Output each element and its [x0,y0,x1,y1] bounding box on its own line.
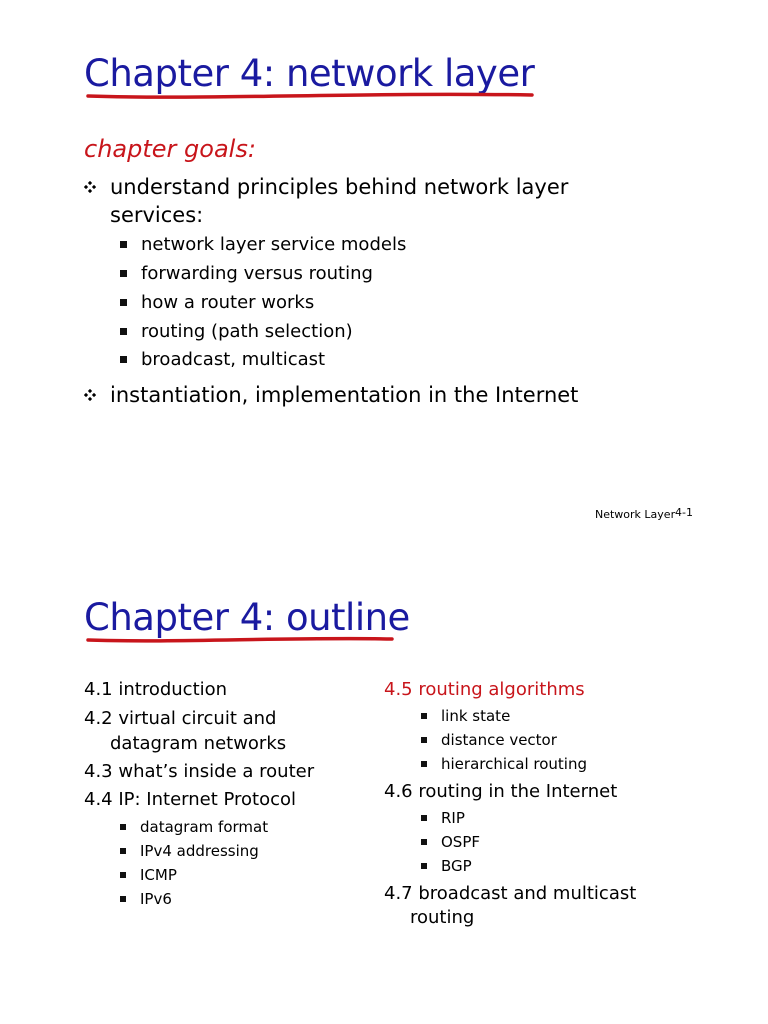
sub-item-text: network layer service models [141,234,407,255]
square-bullet-icon [421,815,427,821]
square-bullet-icon [421,737,427,743]
outline-sub-text: RIP [441,809,465,827]
sub-item-text: broadcast, multicast [141,349,326,370]
outline-sub-text: link state [441,707,511,725]
slide2-title: Chapter 4: outline [84,596,410,639]
outline-4-2-continued: datagram networks [110,733,287,754]
outline-sub-text: ICMP [140,866,177,884]
footer-label: Network Layer [595,508,676,521]
diamond-bullet-icon [84,389,96,401]
outline-4-7: 4.7 broadcast and multicast [384,883,637,904]
outline-4-1: 4.1 introduction [84,679,228,700]
footer-page-number: 4-1 [675,506,693,519]
square-bullet-icon [120,848,126,854]
outline-sub-text: IPv4 addressing [140,842,259,860]
square-bullet-icon [120,328,127,335]
outline-4-6: 4.6 routing in the Internet [384,781,618,802]
sub-item-text: how a router works [141,292,315,313]
goal-text: understand principles behind network layer [110,175,569,199]
title-underline [86,630,396,650]
slide1-title: Chapter 4: network layer [84,52,535,95]
outline-sub-text: OSPF [441,833,481,851]
outline-sub-text: IPv6 [140,890,172,908]
outline-4-7-continued: routing [410,907,475,928]
square-bullet-icon [120,299,127,306]
title-underline [86,86,536,106]
square-bullet-icon [120,824,126,830]
goal-text-continued: services: [110,203,204,227]
square-bullet-icon [120,356,127,363]
square-bullet-icon [120,241,127,248]
square-bullet-icon [421,863,427,869]
outline-sub-text: BGP [441,857,472,875]
goal-text: instantiation, implementation in the Internet [110,383,579,407]
outline-4-4: 4.4 IP: Internet Protocol [84,789,297,810]
square-bullet-icon [421,713,427,719]
outline-4-3: 4.3 what’s inside a router [84,761,315,782]
square-bullet-icon [421,839,427,845]
outline-4-5-current: 4.5 routing algorithms [384,679,585,700]
sub-item-text: forwarding versus routing [141,263,373,284]
outline-sub-text: hierarchical routing [441,755,587,773]
outline-4-2: 4.2 virtual circuit and [84,708,277,729]
square-bullet-icon [421,761,427,767]
diamond-bullet-icon [84,181,96,193]
outline-sub-text: datagram format [140,818,269,836]
square-bullet-icon [120,896,126,902]
slide-outline [0,512,768,1024]
square-bullet-icon [120,872,126,878]
chapter-goals-heading: chapter goals: [84,135,256,163]
square-bullet-icon [120,270,127,277]
sub-item-text: routing (path selection) [141,321,353,342]
outline-sub-text: distance vector [441,731,557,749]
